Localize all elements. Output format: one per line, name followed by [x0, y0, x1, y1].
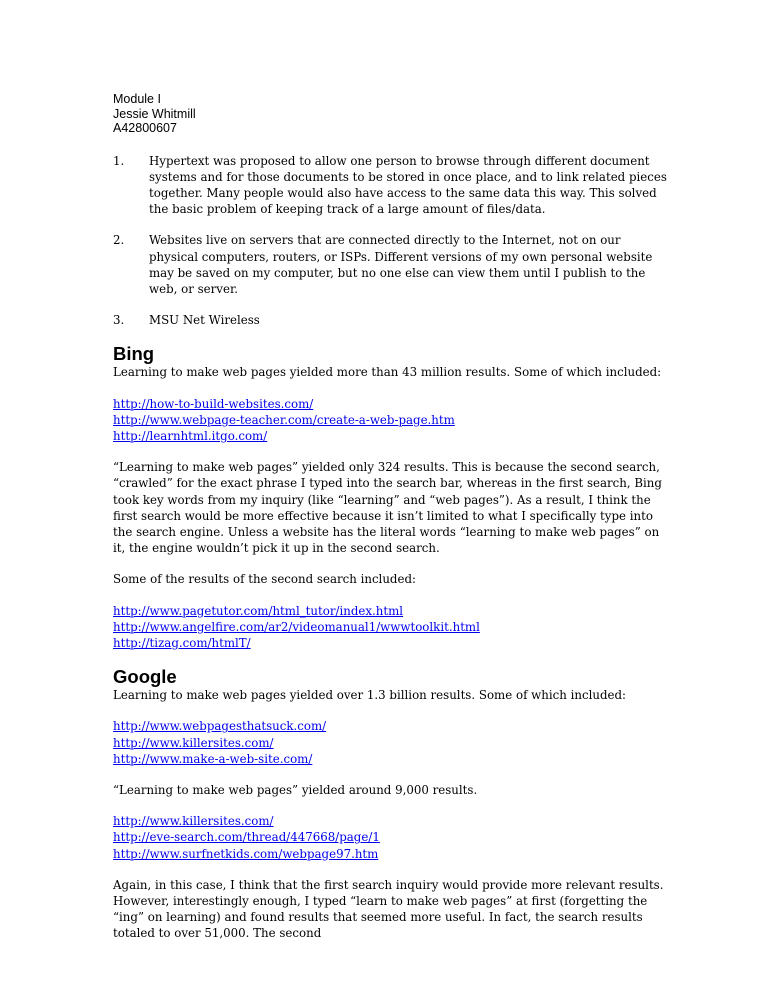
result-link[interactable]: http://www.pagetutor.com/html_tutor/index.html	[113, 603, 404, 618]
result-link[interactable]: http://tizag.com/htmlT/	[113, 635, 251, 650]
result-link[interactable]: http://www.make-a-web-site.com/	[113, 751, 313, 766]
question-answer: Websites live on servers that are connected directly to the Internet, not on our physical computers, routers, or ISPs. Different versions of my own personal website may be saved on my computer, but no one else can view them until I publish to the web, or server.	[149, 233, 653, 296]
document-page	[113, 92, 673, 957]
google-link-list-1	[113, 718, 673, 767]
result-link[interactable]: http://www.killersites.com/	[113, 814, 274, 829]
question-list	[113, 153, 673, 329]
bing-heading: Bing	[113, 343, 155, 365]
question-answer: MSU Net Wireless	[149, 313, 260, 328]
bing-second-intro: Some of the results of the second search included:	[113, 572, 416, 587]
google-section	[113, 666, 673, 941]
question-answer: Hypertext was proposed to allow one person to browse through different document systems and for those documents to be stored in once place, and to link related pieces together. Many people would also have access to the same data this way. This solved the basic problem of keeping track of a large amount of files/data.	[149, 153, 667, 217]
bing-analysis: “Learning to make web pages” yielded only 324 results. This is because the second search, “crawled” for the exact phrase I typed into the search bar, whereas in the first search, Bing took key words from my inquiry (like “learning” and “web pages”). As a result, I think the first search would be more effective because it isn’t limited to what I specifically type into the search engine. Unless a website has the literal words “learning to make web pages” on it, the engine wouldn’t pick it up in the second search.	[113, 460, 662, 556]
result-link[interactable]: http://www.killersites.com/	[113, 735, 274, 750]
question-item	[113, 153, 673, 218]
google-conclusion: Again, in this case, I think that the first search inquiry would provide more relevant results. However, interestingly enough, I typed “learn to make web pages” at first (forgetting the “ing” on learning) and found results that seemed more useful. In fact, the search results totaled to over 51,000. The second	[113, 877, 664, 941]
document-header	[113, 92, 673, 136]
google-intro: Learning to make web pages yielded over 1.3 billion results. Some of which included:	[113, 688, 627, 703]
question-number: 2.	[113, 233, 125, 248]
google-heading: Google	[113, 666, 177, 688]
result-link[interactable]: http://www.surfnetkids.com/webpage97.htm	[113, 846, 379, 861]
question-number: 3.	[113, 313, 125, 328]
bing-link-list-1	[113, 396, 673, 445]
bing-intro: Learning to make web pages yielded more than 43 million results. Some of which included:	[113, 365, 662, 380]
module-title: Module I	[113, 92, 161, 106]
result-link[interactable]: http://eve-search.com/thread/447668/page/1	[113, 830, 380, 845]
question-item	[113, 232, 673, 297]
result-link[interactable]: http://learnhtml.itgo.com/	[113, 428, 268, 443]
result-link[interactable]: http://www.webpagesthatsuck.com/	[113, 719, 327, 734]
result-link[interactable]: http://www.webpage-teacher.com/create-a-web-page.htm	[113, 412, 455, 427]
student-id: A42800607	[113, 121, 177, 135]
result-link[interactable]: http://www.angelfire.com/ar2/videomanual1/wwwtoolkit.html	[113, 619, 480, 634]
google-second-intro: “Learning to make web pages” yielded around 9,000 results.	[113, 782, 478, 797]
bing-link-list-2	[113, 603, 673, 652]
question-number: 1.	[113, 153, 125, 168]
question-item	[113, 312, 673, 328]
bing-section	[113, 343, 673, 651]
google-link-list-2	[113, 813, 673, 862]
author-name: Jessie Whitmill	[113, 106, 196, 121]
result-link[interactable]: http://how-to-build-websites.com/	[113, 396, 314, 411]
